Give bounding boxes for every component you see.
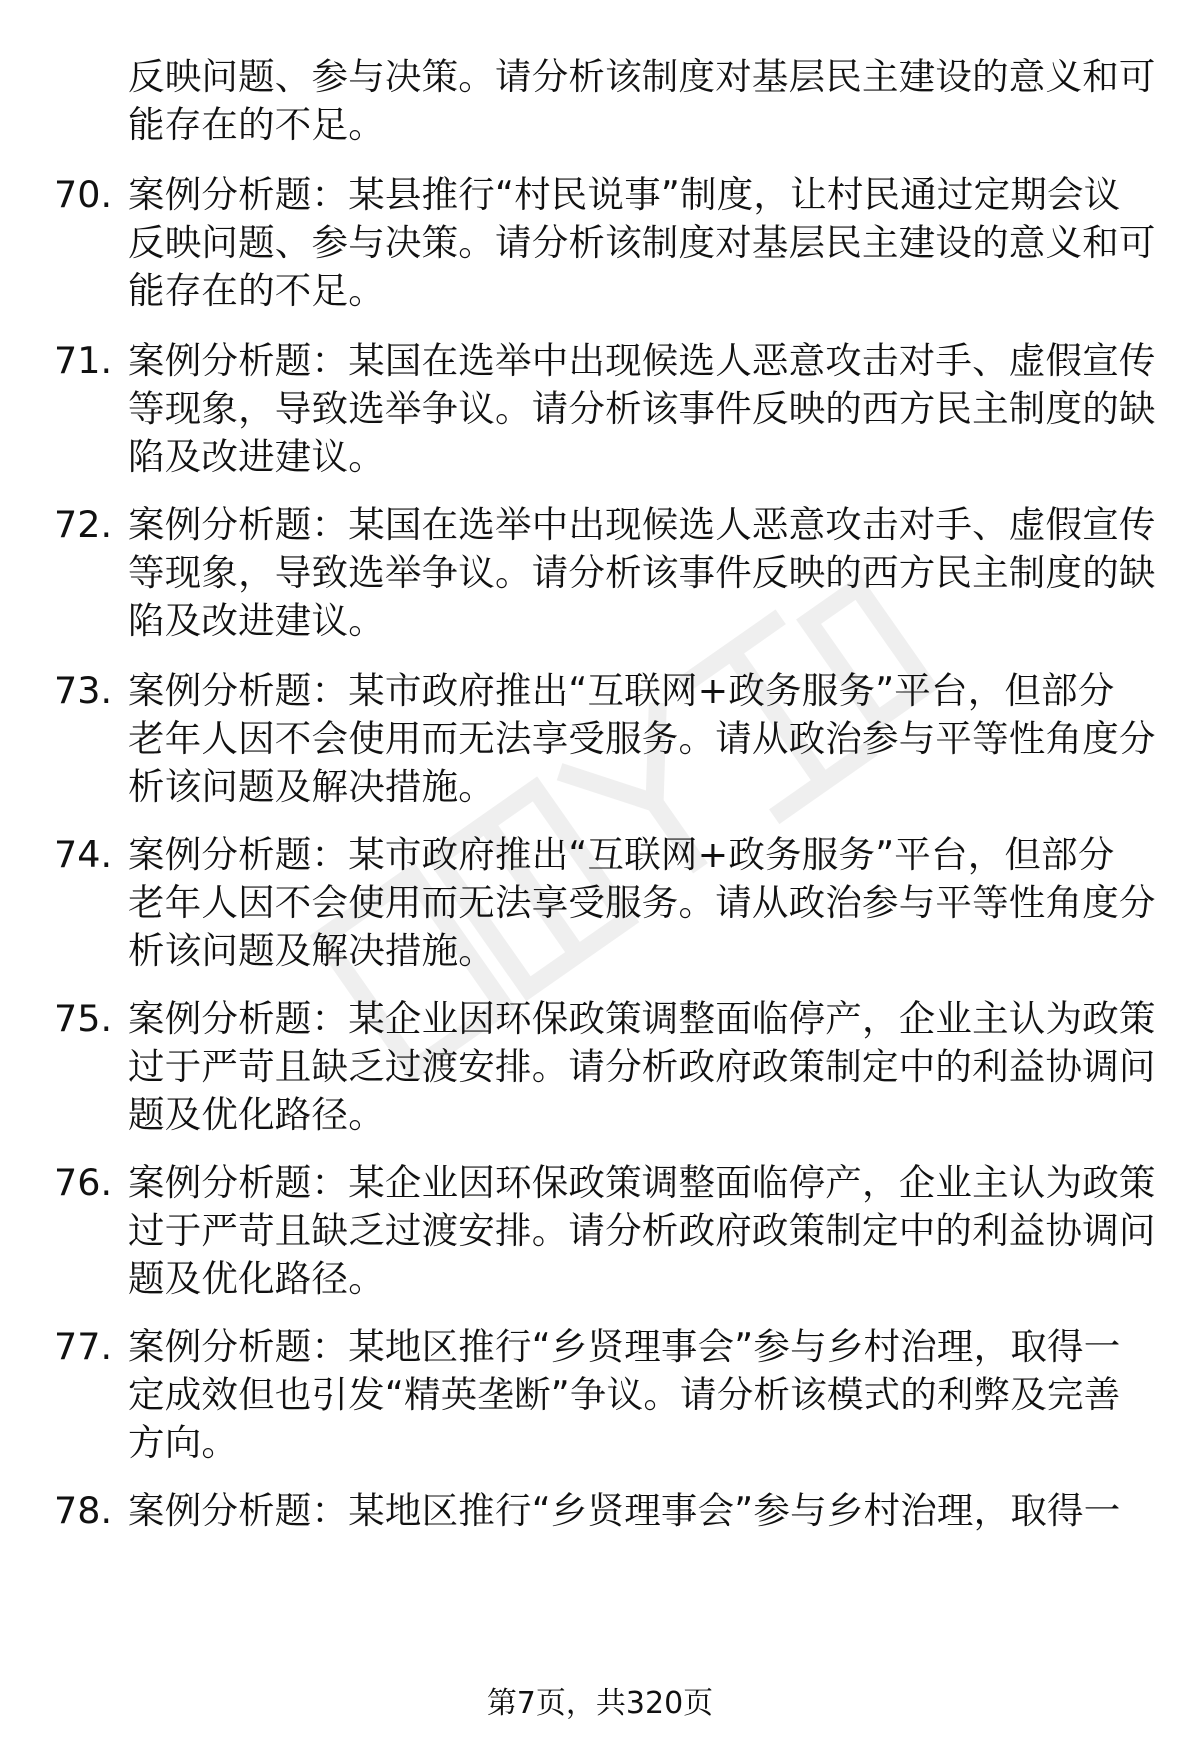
question-line: 案例分析题：某市政府推出“互联网+政务服务”平台，但部分 <box>128 833 1115 876</box>
question-number: 76. <box>54 1161 113 1204</box>
question-line: 过于严苛且缺乏过渡安排。请分析政府政策制定中的利益协调问 <box>128 1209 1156 1252</box>
question-line: 反映问题、参与决策。请分析该制度对基层民主建设的意义和可 <box>128 221 1156 264</box>
question-line: 老年人因不会使用而无法享受服务。请从政治参与平等性角度分 <box>128 881 1156 924</box>
question-line: 陷及改进建议。 <box>128 599 385 642</box>
fragment-line: 反映问题、参与决策。请分析该制度对基层民主建设的意义和可 <box>128 55 1156 98</box>
question-line: 案例分析题：某地区推行“乡贤理事会”参与乡村治理，取得一 <box>128 1489 1121 1532</box>
question-number: 72. <box>54 503 113 546</box>
question-line: 案例分析题：某国在选举中出现候选人恶意攻击对手、虚假宣传 <box>128 339 1156 382</box>
question-line: 等现象，导致选举争议。请分析该事件反映的西方民主制度的缺 <box>128 387 1156 430</box>
question-line: 题及优化路径。 <box>128 1093 385 1136</box>
question-line: 能存在的不足。 <box>128 269 385 312</box>
question-number: 78. <box>54 1489 113 1532</box>
question-line: 案例分析题：某地区推行“乡贤理事会”参与乡村治理，取得一 <box>128 1325 1121 1368</box>
question-line: 题及优化路径。 <box>128 1257 385 1300</box>
question-number: 77. <box>54 1325 113 1368</box>
question-number: 70. <box>54 173 113 216</box>
question-line: 案例分析题：某市政府推出“互联网+政务服务”平台，但部分 <box>128 669 1115 712</box>
question-number: 75. <box>54 997 113 1040</box>
fragment-line: 能存在的不足。 <box>128 103 385 146</box>
question-number: 74. <box>54 833 113 876</box>
question-line: 老年人因不会使用而无法享受服务。请从政治参与平等性角度分 <box>128 717 1156 760</box>
question-line: 析该问题及解决措施。 <box>128 765 495 808</box>
page-footer: 第7页，共320页 <box>486 1686 714 1721</box>
question-line: 陷及改进建议。 <box>128 435 385 478</box>
question-line: 案例分析题：某企业因环保政策调整面临停产，企业主认为政策 <box>128 1161 1156 1204</box>
question-number: 73. <box>54 669 113 712</box>
question-line: 定成效但也引发“精英垄断”争议。请分析该模式的利弊及完善 <box>128 1373 1121 1416</box>
question-number: 71. <box>54 339 113 382</box>
question-line: 析该问题及解决措施。 <box>128 929 495 972</box>
question-line: 案例分析题：某国在选举中出现候选人恶意攻击对手、虚假宣传 <box>128 503 1156 546</box>
question-line: 案例分析题：某企业因环保政策调整面临停产，企业主认为政策 <box>128 997 1156 1040</box>
question-line: 方向。 <box>128 1421 239 1464</box>
question-line: 案例分析题：某县推行“村民说事”制度，让村民通过定期会议 <box>128 173 1121 216</box>
question-line: 过于严苛且缺乏过渡安排。请分析政府政策制定中的利益协调问 <box>128 1045 1156 1088</box>
question-line: 等现象，导致选举争议。请分析该事件反映的西方民主制度的缺 <box>128 551 1156 594</box>
